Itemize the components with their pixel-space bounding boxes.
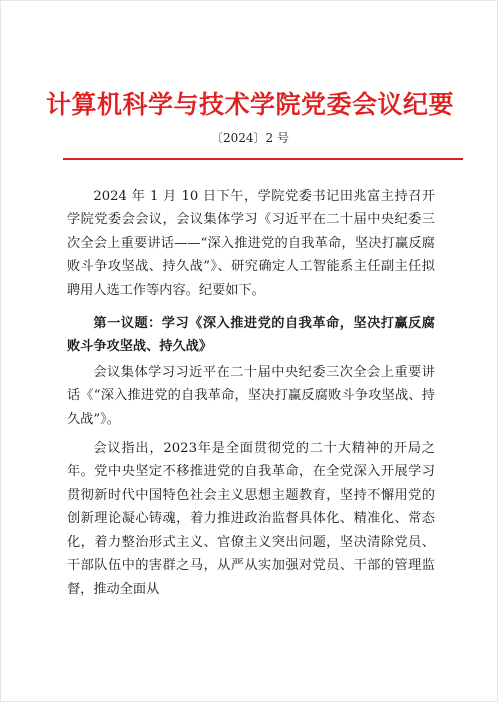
document-body xyxy=(67,185,435,611)
body-paragraph: 会议集体学习习近平在二十届中央纪委三次全会上重要讲话《“深入推进党的自我革命，坚决打赢反腐败斗争攻坚战、持久战”》。 xyxy=(67,364,435,427)
document-number: 〔2024〕2 号 xyxy=(211,131,289,145)
intro-paragraph: 2024 年 1 月 10 日下午，学院党委书记田兆富主持召开学院党委会会议，会议集体学习《习近平在二十届中央纪委三次全会上重要讲话——“深入推进党的自我革命，坚决打赢反腐败斗争攻坚战、持久战”》、研究确定人工智能系主任副主任拟聘用人选工作等内容。纪要如下。 xyxy=(67,189,435,298)
body-paragraph: 会议指出，2023年是全面贯彻党的二十大精神的开局之年。党中央坚定不移推进党的自我革命，在全党深入开展学习贯彻新时代中国特色社会主义思想主题教育，坚持不懈用党的创新理论凝心铸魂，着力推进政治监督具体化、精准化、常态化，着力整治形式主义、官僚主义突出问题，坚决清除党员、干部队伍中的害群之马，从严从实加强对党员、干部的管理监督，推动全面从 xyxy=(67,441,435,597)
red-divider-line xyxy=(63,158,463,160)
document-title: 计算机科学与技术学院党委会议纪要 xyxy=(45,90,454,119)
agenda-item-heading: 第一议题：学习《深入推进党的自我革命，坚决打赢反腐败斗争攻坚战、持久战》 xyxy=(67,316,435,355)
